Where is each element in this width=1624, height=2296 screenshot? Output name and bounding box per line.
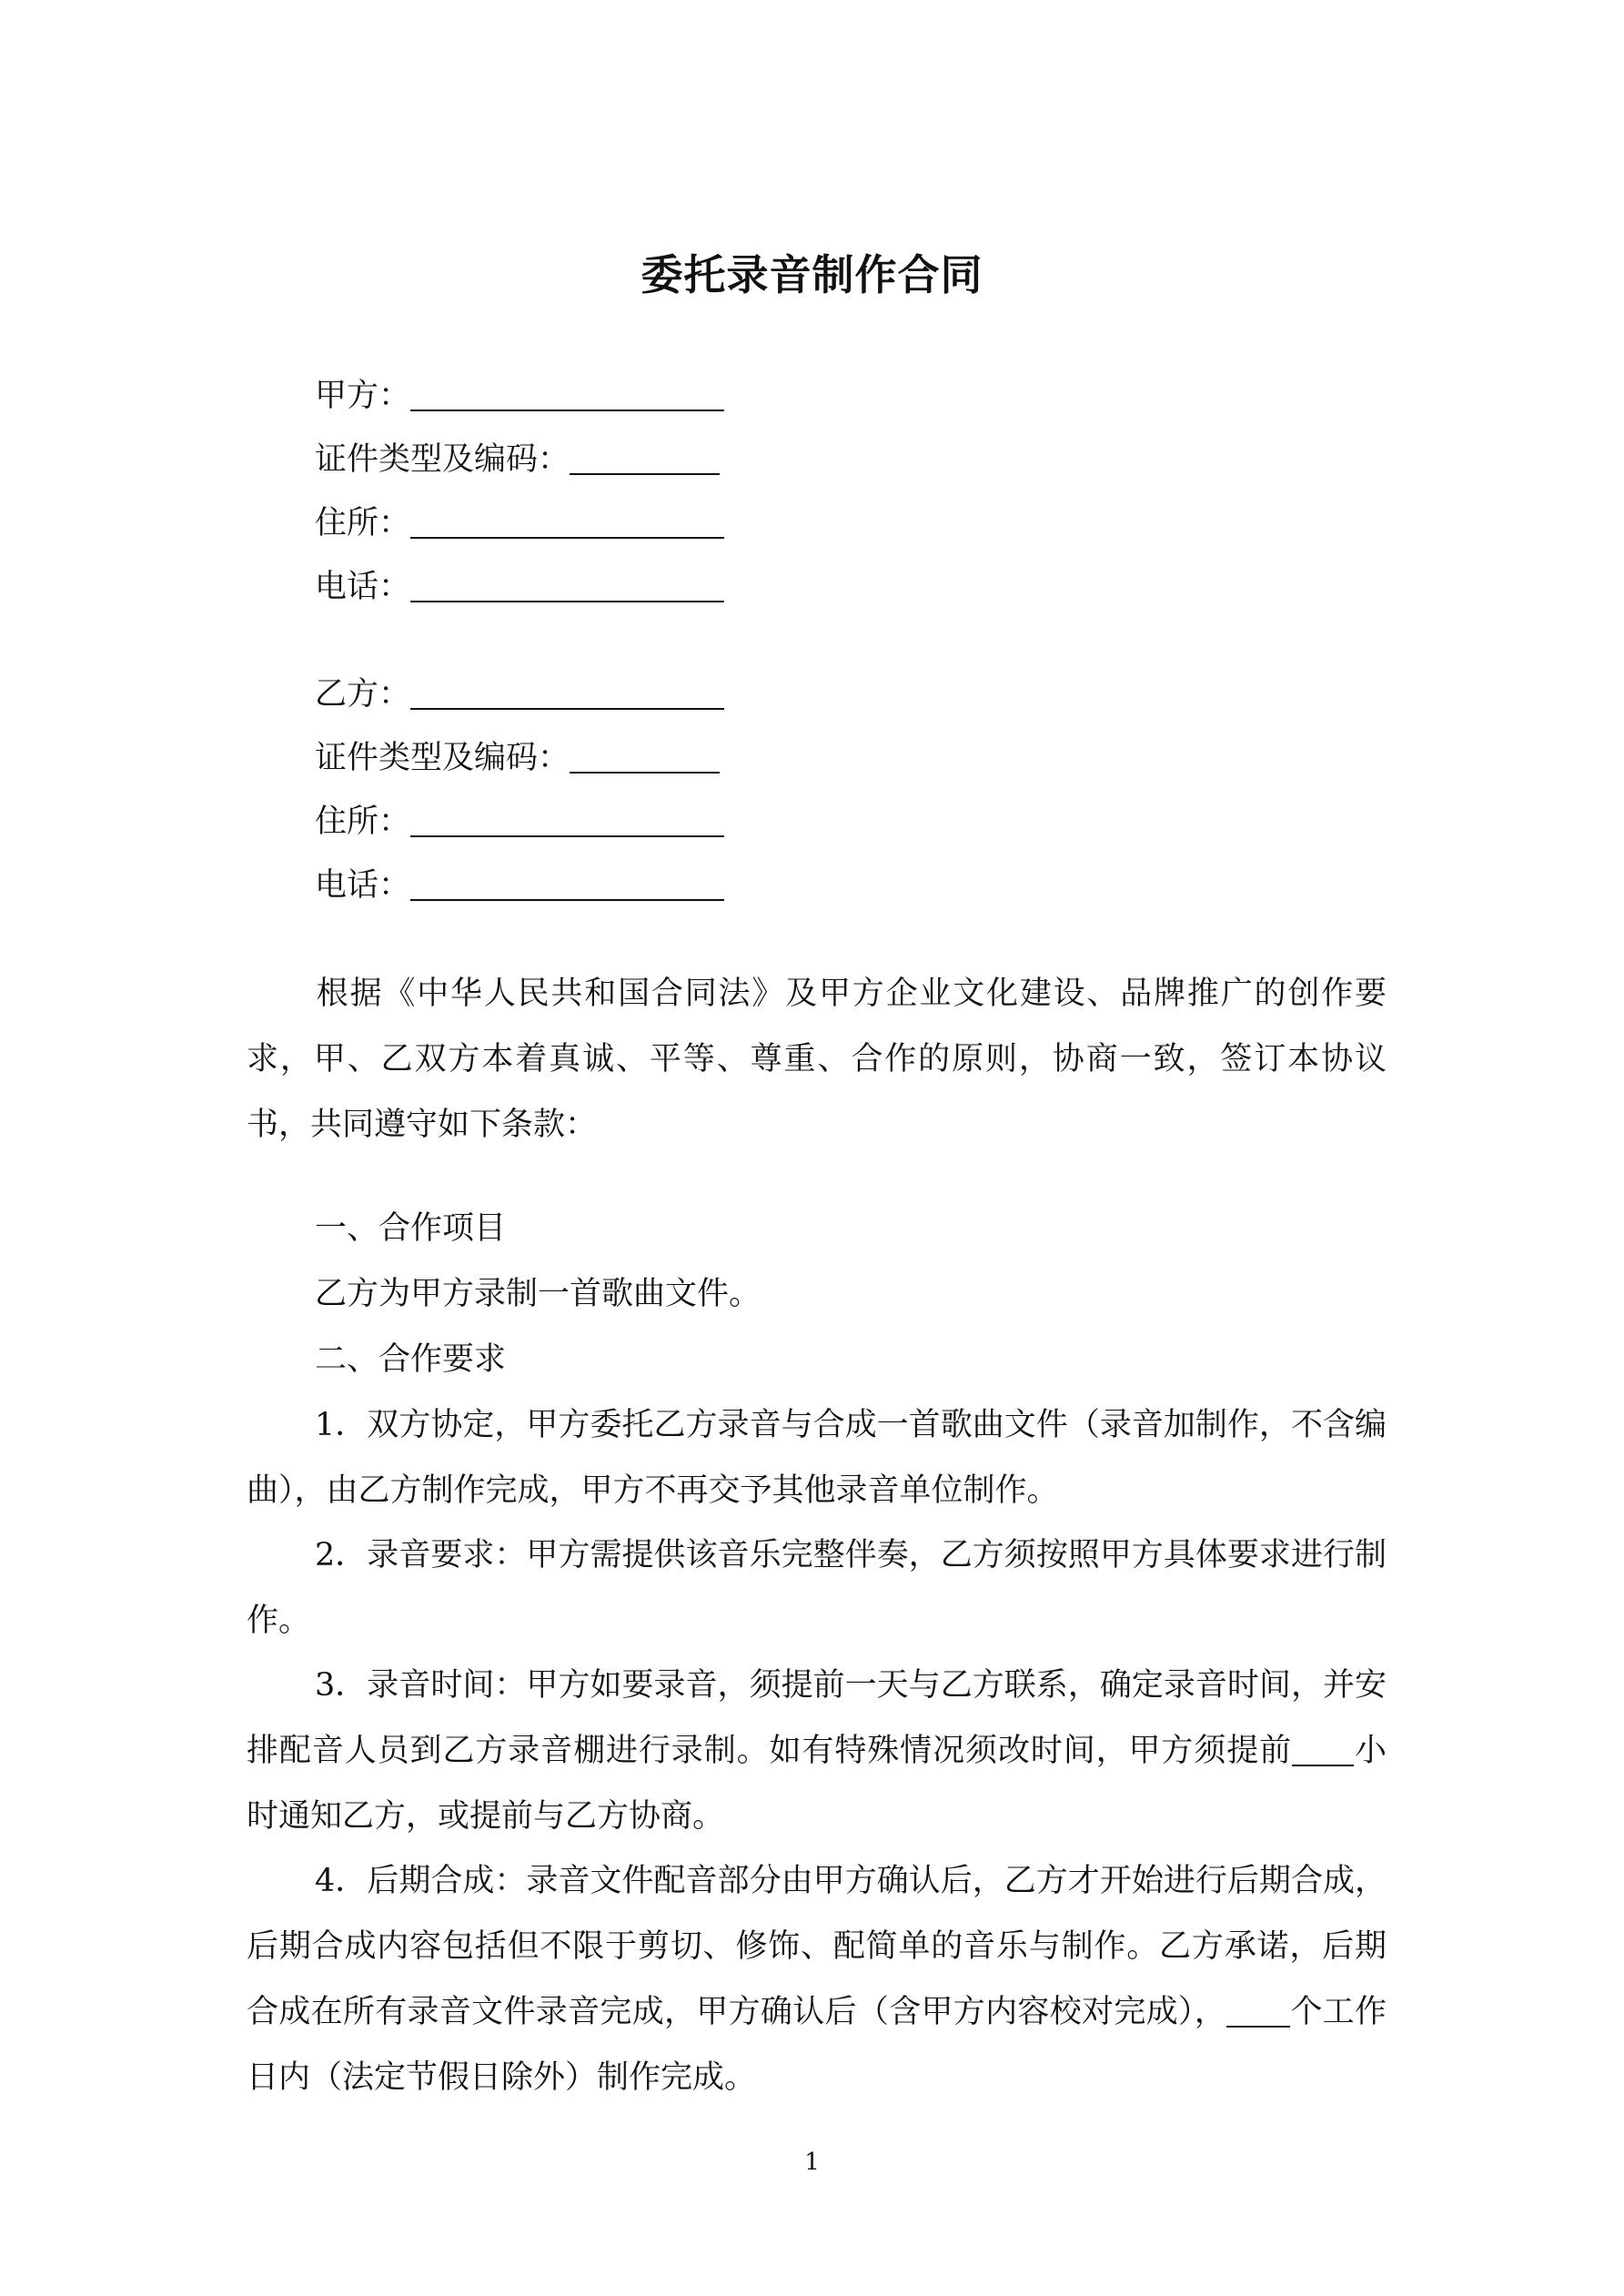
party-b-name-label: 乙方： bbox=[315, 676, 411, 713]
section2-heading: 二、合作要求 bbox=[315, 1341, 507, 1378]
party-a-name-line bbox=[315, 373, 724, 418]
party-b-address-line bbox=[315, 799, 724, 844]
page-number: 1 bbox=[804, 2149, 820, 2176]
document-title: 委托录音制作合同 bbox=[641, 250, 983, 299]
party-a-name-blank[interactable] bbox=[410, 373, 724, 411]
section2-item3-text-after: 小时通知乙方，或提前与乙方协商。 bbox=[247, 1733, 1387, 1835]
party-b-address-label: 住所： bbox=[315, 804, 411, 840]
party-a-phone-blank[interactable] bbox=[410, 564, 724, 602]
party-a-id-line bbox=[315, 437, 720, 481]
party-a-id-blank[interactable] bbox=[570, 437, 720, 475]
section2-item2-text: 2．录音要求：甲方需提供该音乐完整伴奏，乙方须按照甲方具体要求进行制作。 bbox=[247, 1537, 1387, 1639]
section2-item4-text-before: 4．后期合成：录音文件配音部分由甲方确认后，乙方才开始进行后期合成，后期合成内容包括但不限于剪切、修饰、配简单的音乐与制作。乙方承诺，后期合成在所有录音文件录音完成，甲方确认后（含甲方内容校对完成）， bbox=[247, 1863, 1387, 2030]
party-b-phone-line bbox=[315, 863, 724, 907]
party-b-name-line bbox=[315, 672, 724, 716]
party-a-id-label: 证件类型及编码： bbox=[315, 441, 570, 478]
party-b-id-line bbox=[315, 735, 720, 780]
party-a-address-blank[interactable] bbox=[410, 501, 724, 539]
section2-item4 bbox=[247, 1848, 1387, 2110]
section2-item3 bbox=[247, 1653, 1387, 1849]
section2-item3-text-before: 3．录音时间：甲方如要录音，须提前一天与乙方联系，确定录音时间，并安排配音人员到乙方录音棚进行录制。如有特殊情况须改时间，甲方须提前 bbox=[247, 1667, 1387, 1769]
preamble-paragraph bbox=[247, 961, 1387, 1158]
section2-item2 bbox=[247, 1522, 1387, 1654]
party-b-address-blank[interactable] bbox=[410, 799, 724, 837]
preamble-text: 根据《中华人民共和国合同法》及甲方企业文化建设、品牌推广的创作要求，甲、乙双方本着真诚、平等、尊重、合作的原则，协商一致，签订本协议书，共同遵守如下条款： bbox=[247, 976, 1387, 1143]
party-a-phone-label: 电话： bbox=[315, 569, 411, 605]
party-a-address-line bbox=[315, 501, 724, 545]
party-b-phone-label: 电话： bbox=[315, 867, 411, 904]
party-a-name-label: 甲方： bbox=[315, 378, 411, 414]
party-b-phone-blank[interactable] bbox=[410, 863, 724, 901]
party-a-address-label: 住所： bbox=[315, 505, 411, 541]
party-b-id-blank[interactable] bbox=[570, 735, 720, 774]
section2-item4-text-after: 个工作日内（法定节假日除外）制作完成。 bbox=[247, 1994, 1387, 2096]
section1-heading: 一、合作项目 bbox=[315, 1210, 507, 1247]
section1-text: 乙方为甲方录制一首歌曲文件。 bbox=[315, 1276, 762, 1312]
party-a-phone-line bbox=[315, 564, 724, 609]
party-b-id-label: 证件类型及编码： bbox=[315, 740, 570, 776]
advance-hours-blank[interactable] bbox=[1292, 1734, 1354, 1766]
workdays-blank[interactable] bbox=[1226, 1995, 1290, 2028]
section2-item1 bbox=[247, 1392, 1387, 1523]
section2-item1-text: 1．双方协定，甲方委托乙方录音与合成一首歌曲文件（录音加制作，不含编曲），由乙方制作完成，甲方不再交予其他录音单位制作。 bbox=[247, 1407, 1387, 1509]
party-b-name-blank[interactable] bbox=[410, 672, 724, 710]
